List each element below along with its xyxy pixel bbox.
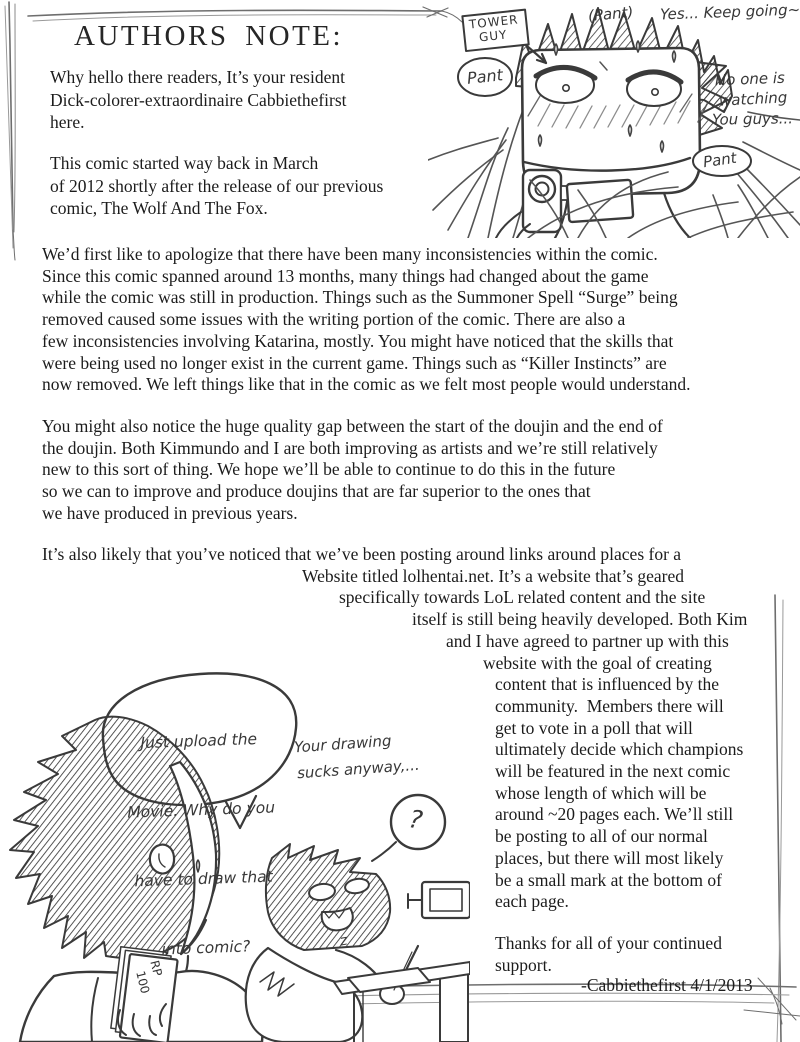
text-line: whose length of which will be xyxy=(495,782,707,803)
aside-text: No one is xyxy=(714,68,786,90)
bubble-line: into comic? xyxy=(161,937,251,959)
text-line: so we can to improve and produce doujins that are far superior to the ones that xyxy=(42,481,591,502)
text-line: while the comic was still in production. Things such as the Summoner Spell “Surge” being xyxy=(42,287,678,308)
text-line: were being used no longer exist in the current game. Things such as “Killer Instincts” are xyxy=(42,352,667,373)
right-border-sketch xyxy=(758,595,796,1042)
text-line: new to this sort of thing. We hope we’ll be able to continue to do this in the future xyxy=(42,459,616,480)
text-line: be posting to all of our normal xyxy=(495,826,708,847)
desk xyxy=(334,962,470,1042)
text-line: You might also notice the huge quality gap between the start of the doujin and the end of xyxy=(42,416,663,436)
text-line: each page. xyxy=(495,891,569,912)
intro-paragraph xyxy=(50,66,347,134)
text-line: comic, The Wolf And The Fox. xyxy=(50,198,268,218)
snore-text: z xyxy=(338,932,349,950)
text-line: Website titled lolhentai.net. It’s a website that’s geared xyxy=(302,565,685,586)
text-line: and I have agreed to partner up with this xyxy=(446,630,729,651)
bubble-line: Just upload the xyxy=(140,730,258,753)
text-line: community. Members there will xyxy=(495,695,724,716)
text-line: This comic started way back in March xyxy=(50,153,319,173)
page-title: AUTHORS NOTE: xyxy=(74,20,344,52)
text-line: Thanks for all of your continued xyxy=(495,933,722,953)
text-line: ultimately decide which champions xyxy=(495,739,744,760)
thanks-paragraph xyxy=(495,933,722,976)
tower-guy-label: GUY xyxy=(478,27,509,45)
apology-paragraph xyxy=(42,244,691,396)
rp-card-text: RP xyxy=(147,958,165,978)
rp-card-text: 100 xyxy=(133,969,153,996)
speech-bubble-text xyxy=(107,681,297,986)
insult-text: Your drawing xyxy=(293,731,392,757)
monitor xyxy=(408,882,470,918)
text-line: Why hello there readers, It’s your resident xyxy=(50,67,345,87)
text-line: the doujin. Both Kimmundo and I are both improving as artists and we’re still relatively xyxy=(42,437,658,458)
insult-text: sucks anyway,... xyxy=(296,755,421,783)
text-line: Dick-colorer-extraordinaire Cabbiethefirst xyxy=(50,89,347,110)
text-line: be a small mark at the bottom of xyxy=(495,869,722,890)
text-line: We’d first like to apologize that there have been many inconsistencies within the comic. xyxy=(42,244,658,264)
text-line: now removed. We left things like that in the comic as we felt most people would understand. xyxy=(42,374,691,395)
text-line: around ~20 pages each. We’ll still xyxy=(495,804,734,825)
tower-guy-label: TOWER xyxy=(468,12,520,32)
bubble-line: Movie. Why do you xyxy=(127,798,276,822)
aside-text: You guys... xyxy=(711,109,794,129)
text-line: content that is influenced by the xyxy=(495,674,720,695)
pant-text: Pant xyxy=(701,148,738,172)
text-line: support. xyxy=(495,954,552,975)
drawing-tablet xyxy=(348,968,430,992)
text-line: of 2012 shortly after the release of our previous xyxy=(50,175,384,196)
left-border-sketch xyxy=(5,2,15,260)
text-line: itself is still being heavily developed. Both Kim xyxy=(412,609,748,630)
text-line: places, but there will most likely xyxy=(495,847,724,868)
quality-paragraph xyxy=(42,416,663,525)
text-line: specifically towards LoL related content and the site xyxy=(339,587,706,608)
bubble-line: have to draw that xyxy=(134,867,273,891)
cheer-text: Yes... Keep going~ xyxy=(659,0,800,24)
question-mark-text: ? xyxy=(406,804,425,835)
text-line: will be featured in the next comic xyxy=(495,761,731,782)
text-line: website with the goal of creating xyxy=(483,652,712,673)
text-line: removed caused some issues with the writing portion of the comic. There are also a xyxy=(42,309,626,330)
aside-text: watching xyxy=(718,88,788,110)
open-mouth xyxy=(322,908,353,930)
pant-text: (Pant) xyxy=(587,3,635,25)
history-paragraph xyxy=(50,152,383,220)
pant-text: Pant xyxy=(466,65,504,88)
text-line: here. xyxy=(50,112,85,132)
author-signature: -Cabbiethefirst 4/1/2013 xyxy=(581,975,753,995)
text-line: few inconsistencies involving Katarina, mostly. You might have noticed that the skills that xyxy=(42,330,674,351)
text-line: Since this comic spanned around 13 months, many things had changed about the game xyxy=(42,265,649,286)
text-line: It’s also likely that you’ve noticed that we’ve been posting around links around places for a xyxy=(42,544,682,564)
text-line: get to vote in a poll that will xyxy=(495,717,693,738)
text-line: we have produced in previous years. xyxy=(42,502,298,523)
